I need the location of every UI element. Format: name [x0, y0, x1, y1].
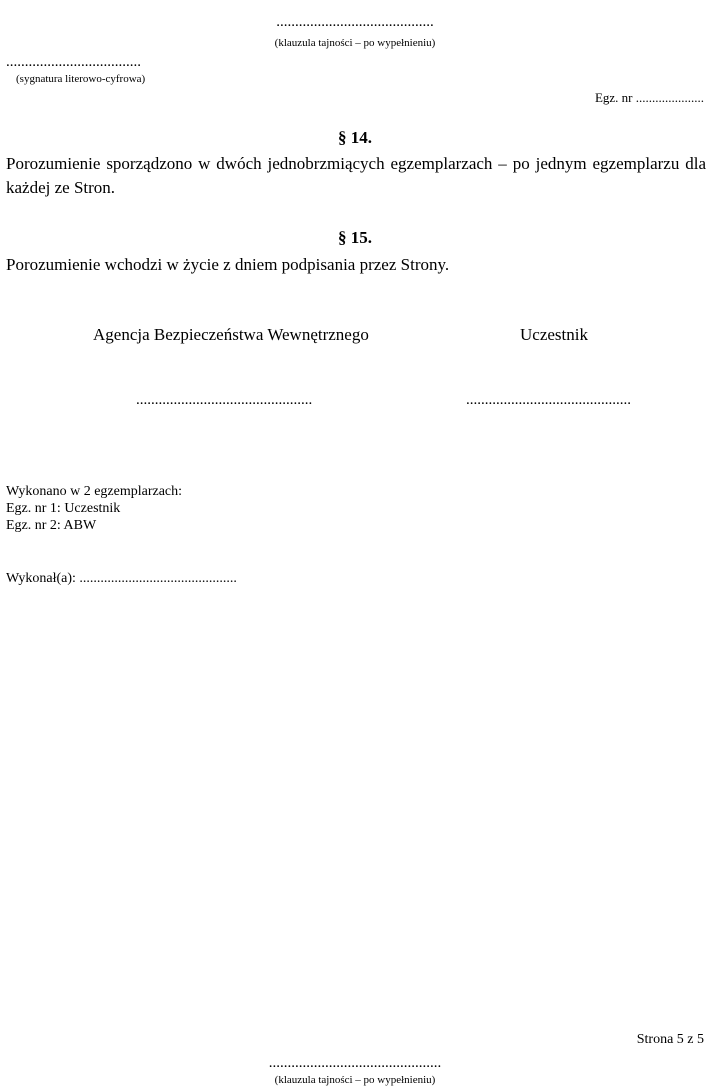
distribution-copy-1: Egz. nr 1: Uczestnik [6, 501, 121, 516]
copy-number: Egz. nr ..................... [594, 90, 704, 105]
signature-code-dots: .................................... [6, 54, 141, 70]
section-14-heading: § 14. [338, 128, 372, 147]
executed-by: Wykonał(a): ............................................. [6, 571, 237, 586]
signature-label-participant: Uczestnik [520, 325, 588, 344]
classification-caption-top: (klauzula tajności – po wypełnieniu) [274, 37, 436, 49]
classification-dots-top: .......................................... [276, 14, 434, 30]
classification-caption-bottom: (klauzula tajności – po wypełnieniu) [274, 1074, 436, 1086]
page-number: Strona 5 z 5 [636, 1032, 704, 1047]
section-15-heading: § 15. [338, 228, 372, 247]
signature-line-abw: ............................................... [136, 392, 313, 408]
section-14-text: Porozumienie sporządzono w dwóch jednobrzmiących egzemplarzach – po jednym egzemplarzu dla każdej ze Stron. [6, 154, 706, 197]
classification-dots-bottom: .............................................. [268, 1055, 442, 1071]
signature-label-abw: Agencja Bezpieczeństwa Wewnętrznego [93, 325, 369, 344]
section-15-text: Porozumienie wchodzi w życie z dniem podpisania przez Strony. [6, 255, 450, 274]
signature-code-caption: (sygnatura literowo-cyfrowa) [16, 73, 146, 85]
distribution-intro: Wykonano w 2 egzemplarzach: [6, 484, 183, 499]
signature-line-participant: ............................................ [466, 392, 631, 408]
distribution-copy-2: Egz. nr 2: ABW [6, 518, 97, 533]
